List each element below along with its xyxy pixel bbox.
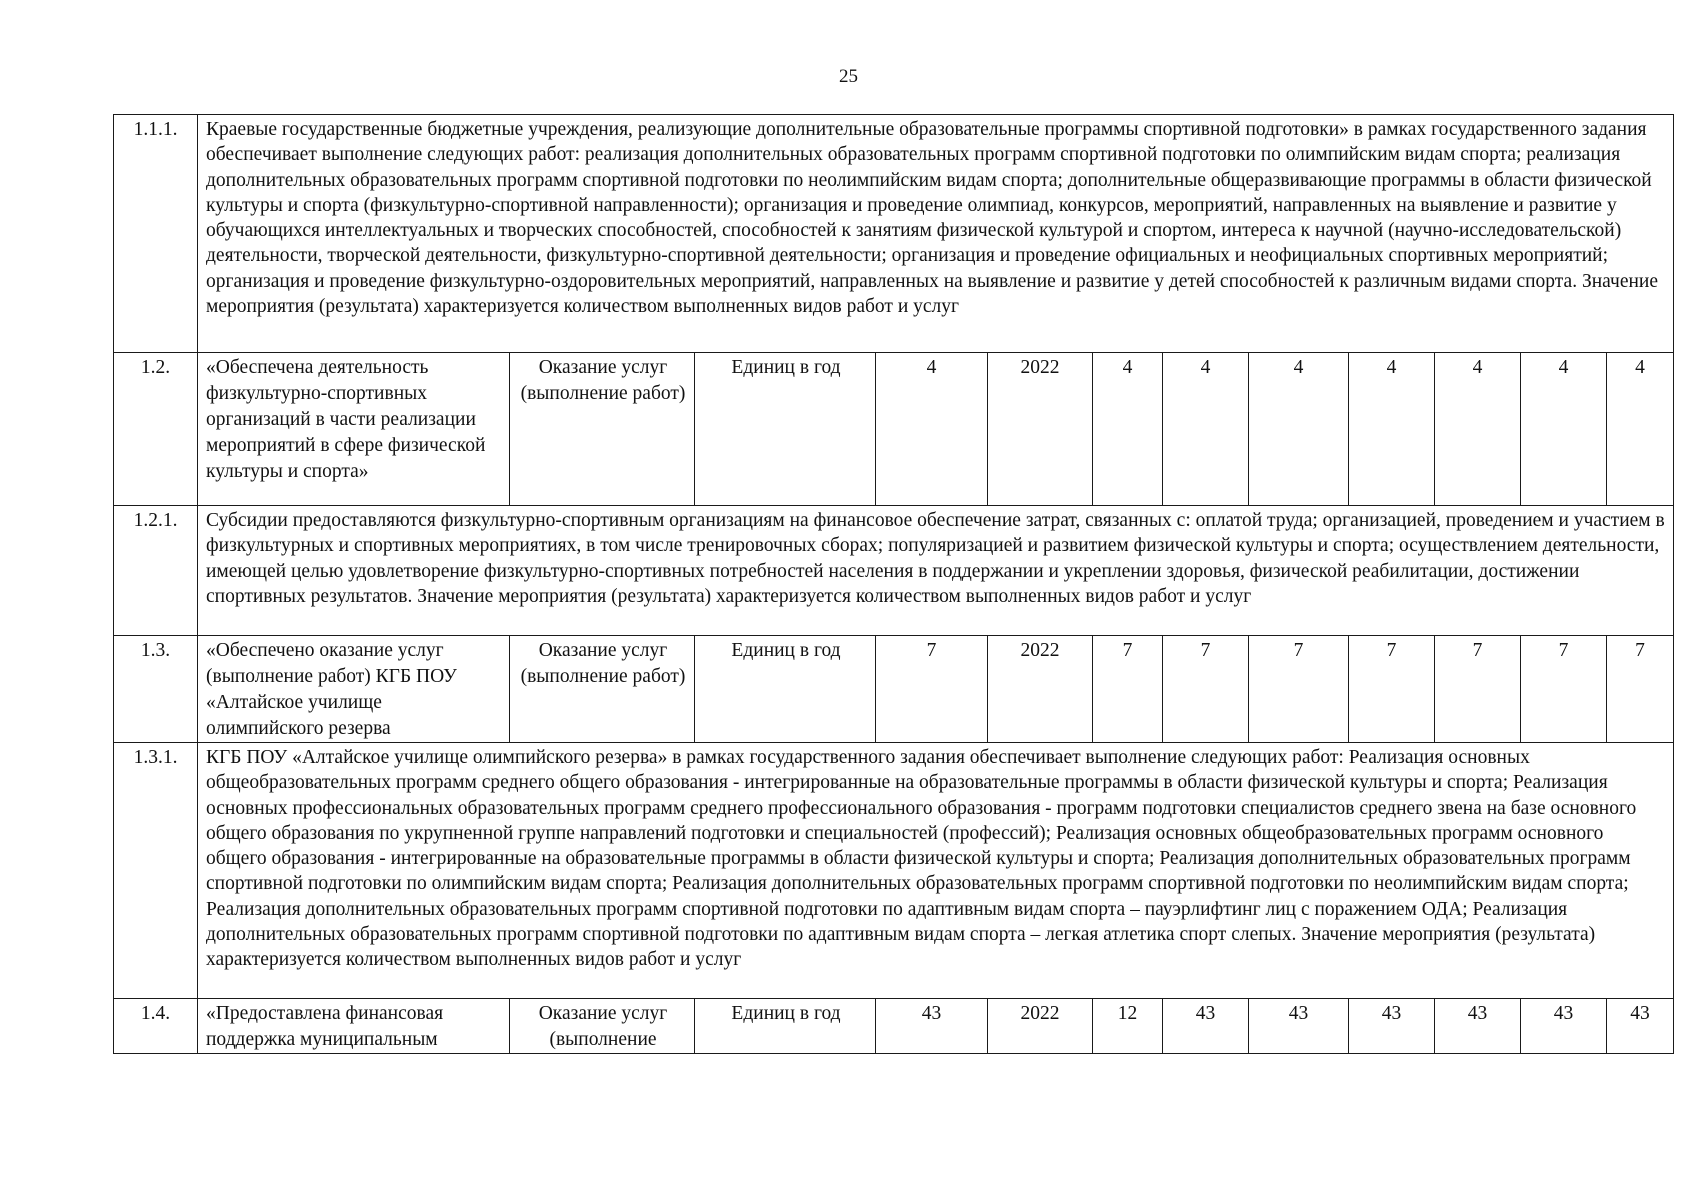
value-cell: 7 [1435,636,1521,743]
measures-table [113,114,1674,1054]
value-cell: 4 [1249,353,1349,506]
row-description: Субсидии предоставляются физкультурно-спортивным организациям на финансовое обеспечение затрат, связанных с: оплатой труда; организацией, проведением и участием в физкультурных и спортивных мероприятиях, в том числе тренировочных сборах; популяризацией и развитием физической культуры и спорта; осуществлением деятельности, имеющей целью удовлетворение физкультурно-спортивных потребностей населения в поддержании и укреплении здоровья, физической реабилитации, достижении спортивных результатов. Значение мероприятия (результата) характеризуется количеством выполненных видов работ и услуг [198,506,1674,636]
measure-type: Оказание услуг (выполнение работ) [510,636,695,743]
base-year: 2022 [988,353,1093,506]
value-cell: 43 [1349,999,1435,1054]
value-cell: 4 [1163,353,1249,506]
value-cell: 43 [1607,999,1674,1054]
page-number: 25 [839,66,858,87]
measure-name: «Обеспечена деятельность физкультурно-спортивных организаций в части реализации мероприятий в сфере физической культуры и спорта» [198,353,510,506]
measure-name: «Предоставлена финансовая поддержка муниципальным [198,999,510,1054]
table-row-1-1-1 [114,115,1674,353]
value-cell: 4 [1521,353,1607,506]
value-cell: 7 [1249,636,1349,743]
base-year: 2022 [988,636,1093,743]
row-number: 1.1.1. [114,115,198,353]
row-description: КГБ ПОУ «Алтайское училище олимпийского резерва» в рамках государственного задания обеспечивает выполнение следующих работ: Реализация основных общеобразовательных программ среднего общего образования - интегрированные на образовательные программы в области физической культуры и спорта; Реализация основных профессиональных образовательных программ среднего профессионального образования - программ подготовки специалистов среднего звена на базе основного общего образования по укрупненной группе направлений подготовки и специальностей (профессий); Реализация основных общеобразовательных программ основного общего образования - интегрированные на образовательные программы в области физической культуры и спорта; Реализация дополнительных образовательных программ спортивной подготовки по олимпийским видам спорта; Реализация дополнительных образовательных программ спортивной подготовки по неолимпийским видам спорта; Реализация дополнительных образовательных программ спортивной подготовки по адаптивным видам спорта – пауэрлифтинг лиц с поражением ОДА; Реализация дополнительных образовательных программ спортивной подготовки по адаптивным видам спорта – легкая атлетика спорт слепых. Значение мероприятия (результата) характеризуется количеством выполненных видов работ и услуг [198,743,1674,999]
value-cell: 4 [1349,353,1435,506]
row-number: 1.2.1. [114,506,198,636]
measure-type: Оказание услуг (выполнение работ) [510,353,695,506]
table-row-1-2 [114,353,1674,506]
value-cell: 7 [1607,636,1674,743]
row-description: Краевые государственные бюджетные учреждения, реализующие дополнительные образовательные программы спортивной подготовки» в рамках государственного задания обеспечивает выполнение следующих работ: реализация дополнительных образовательных программ спортивной подготовки по олимпийским видам спорта; реализация дополнительных образовательных программ спортивной подготовки по неолимпийским видам спорта; дополнительные общеразвивающие программы в области физической культуры и спорта (физкультурно-спортивной направленности); организация и проведение олимпиад, конкурсов, мероприятий, направленных на выявление и развитие у обучающихся интеллектуальных и творческих способностей, способностей к занятиям физической культурой и спортом, интереса к научной (научно-исследовательской) деятельности, творческой деятельности, физкультурно-спортивной деятельности; организация и проведение официальных и неофициальных спортивных мероприятий; организация и проведение физкультурно-оздоровительных мероприятий, направленных на выявление и развитие у детей способностей к различным видами спорта. Значение мероприятия (результата) характеризуется количеством выполненных видов работ и услуг [198,115,1674,353]
measure-name: «Обеспечено оказание услуг (выполнение работ) КГБ ПОУ «Алтайское училище олимпийского резерва [198,636,510,743]
value-cell: 4 [1607,353,1674,506]
base-value: 7 [876,636,988,743]
table-row-1-3 [114,636,1674,743]
value-cell: 7 [1349,636,1435,743]
value-cell: 7 [1093,636,1163,743]
measure-unit: Единиц в год [695,636,876,743]
row-number: 1.3. [114,636,198,743]
value-cell: 12 [1093,999,1163,1054]
value-cell: 7 [1163,636,1249,743]
value-cell: 4 [1093,353,1163,506]
row-number: 1.4. [114,999,198,1054]
value-cell: 43 [1163,999,1249,1054]
measure-unit: Единиц в год [695,999,876,1054]
value-cell: 4 [1435,353,1521,506]
row-number: 1.2. [114,353,198,506]
value-cell: 43 [1435,999,1521,1054]
base-value: 4 [876,353,988,506]
base-year: 2022 [988,999,1093,1054]
value-cell: 43 [1521,999,1607,1054]
measure-unit: Единиц в год [695,353,876,506]
table-row-1-4 [114,999,1674,1054]
value-cell: 7 [1521,636,1607,743]
base-value: 43 [876,999,988,1054]
measure-type: Оказание услуг (выполнение [510,999,695,1054]
row-number: 1.3.1. [114,743,198,999]
value-cell: 43 [1249,999,1349,1054]
table-row-1-2-1 [114,506,1674,636]
table-row-1-3-1 [114,743,1674,999]
